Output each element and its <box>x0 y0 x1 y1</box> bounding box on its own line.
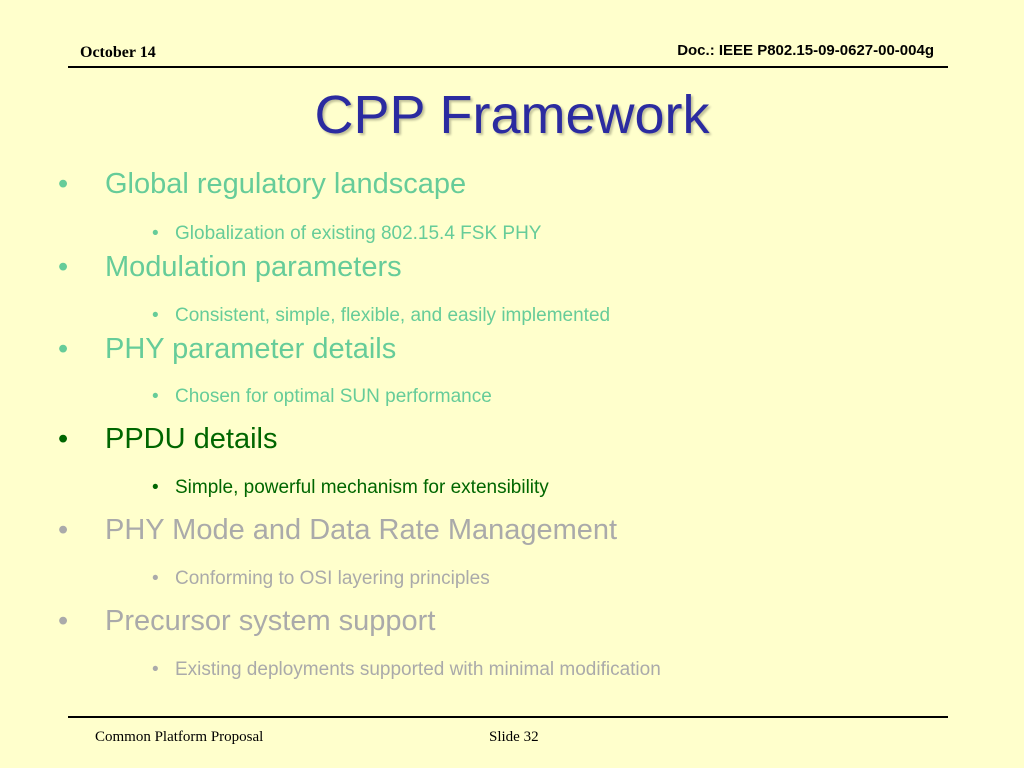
sub-bullet-text: Chosen for optimal SUN performance <box>175 386 492 407</box>
sub-bullet-text: Conforming to OSI layering principles <box>175 568 490 589</box>
bullet-text: PPDU details <box>105 423 278 455</box>
header-doc-id: Doc.: IEEE P802.15-09-0627-00-004g <box>677 42 934 59</box>
sub-bullet-item <box>152 386 492 408</box>
sub-bullet-text: Simple, powerful mechanism for extensibility <box>175 477 549 498</box>
bullet-text: Global regulatory landscape <box>105 168 467 200</box>
sub-bullet-item <box>152 568 490 590</box>
sub-bullet-text: Globalization of existing 802.15.4 FSK PHY <box>175 223 542 244</box>
bullet-item <box>58 168 466 201</box>
bullet-item <box>58 605 435 638</box>
bullet-glyph: • <box>58 605 69 637</box>
sub-bullet-glyph: • <box>152 223 159 244</box>
footer-title: Common Platform Proposal <box>95 729 264 745</box>
slide-title: CPP Framework <box>314 85 710 145</box>
bullet-glyph: • <box>58 423 69 455</box>
bullet-glyph: • <box>58 168 69 200</box>
sub-bullet-glyph: • <box>152 568 159 589</box>
sub-bullet-glyph: • <box>152 305 159 326</box>
sub-bullet-glyph: • <box>152 477 159 498</box>
bullet-item <box>58 514 617 547</box>
header-date: October 14 <box>80 44 156 61</box>
bullet-glyph: • <box>58 333 69 365</box>
sub-bullet-text: Consistent, simple, flexible, and easily implemented <box>175 305 611 326</box>
bullet-glyph: • <box>58 514 69 546</box>
sub-bullet-item <box>152 223 541 245</box>
bullet-glyph: • <box>58 251 69 283</box>
bullet-text: Modulation parameters <box>105 251 402 283</box>
bullet-text: Precursor system support <box>105 605 436 637</box>
sub-bullet-item <box>152 305 610 327</box>
bullet-text: PHY parameter details <box>105 333 397 365</box>
slide-number: Slide 32 <box>489 729 539 745</box>
sub-bullet-glyph: • <box>152 659 159 680</box>
footer-divider <box>68 716 948 718</box>
bullet-item <box>58 251 402 284</box>
sub-bullet-item <box>152 477 549 499</box>
sub-bullet-text: Existing deployments supported with minimal modification <box>175 659 661 680</box>
bullet-item <box>58 423 277 456</box>
sub-bullet-glyph: • <box>152 386 159 407</box>
sub-bullet-item <box>152 659 661 681</box>
bullet-text: PHY Mode and Data Rate Management <box>105 514 618 546</box>
bullet-item <box>58 333 396 366</box>
